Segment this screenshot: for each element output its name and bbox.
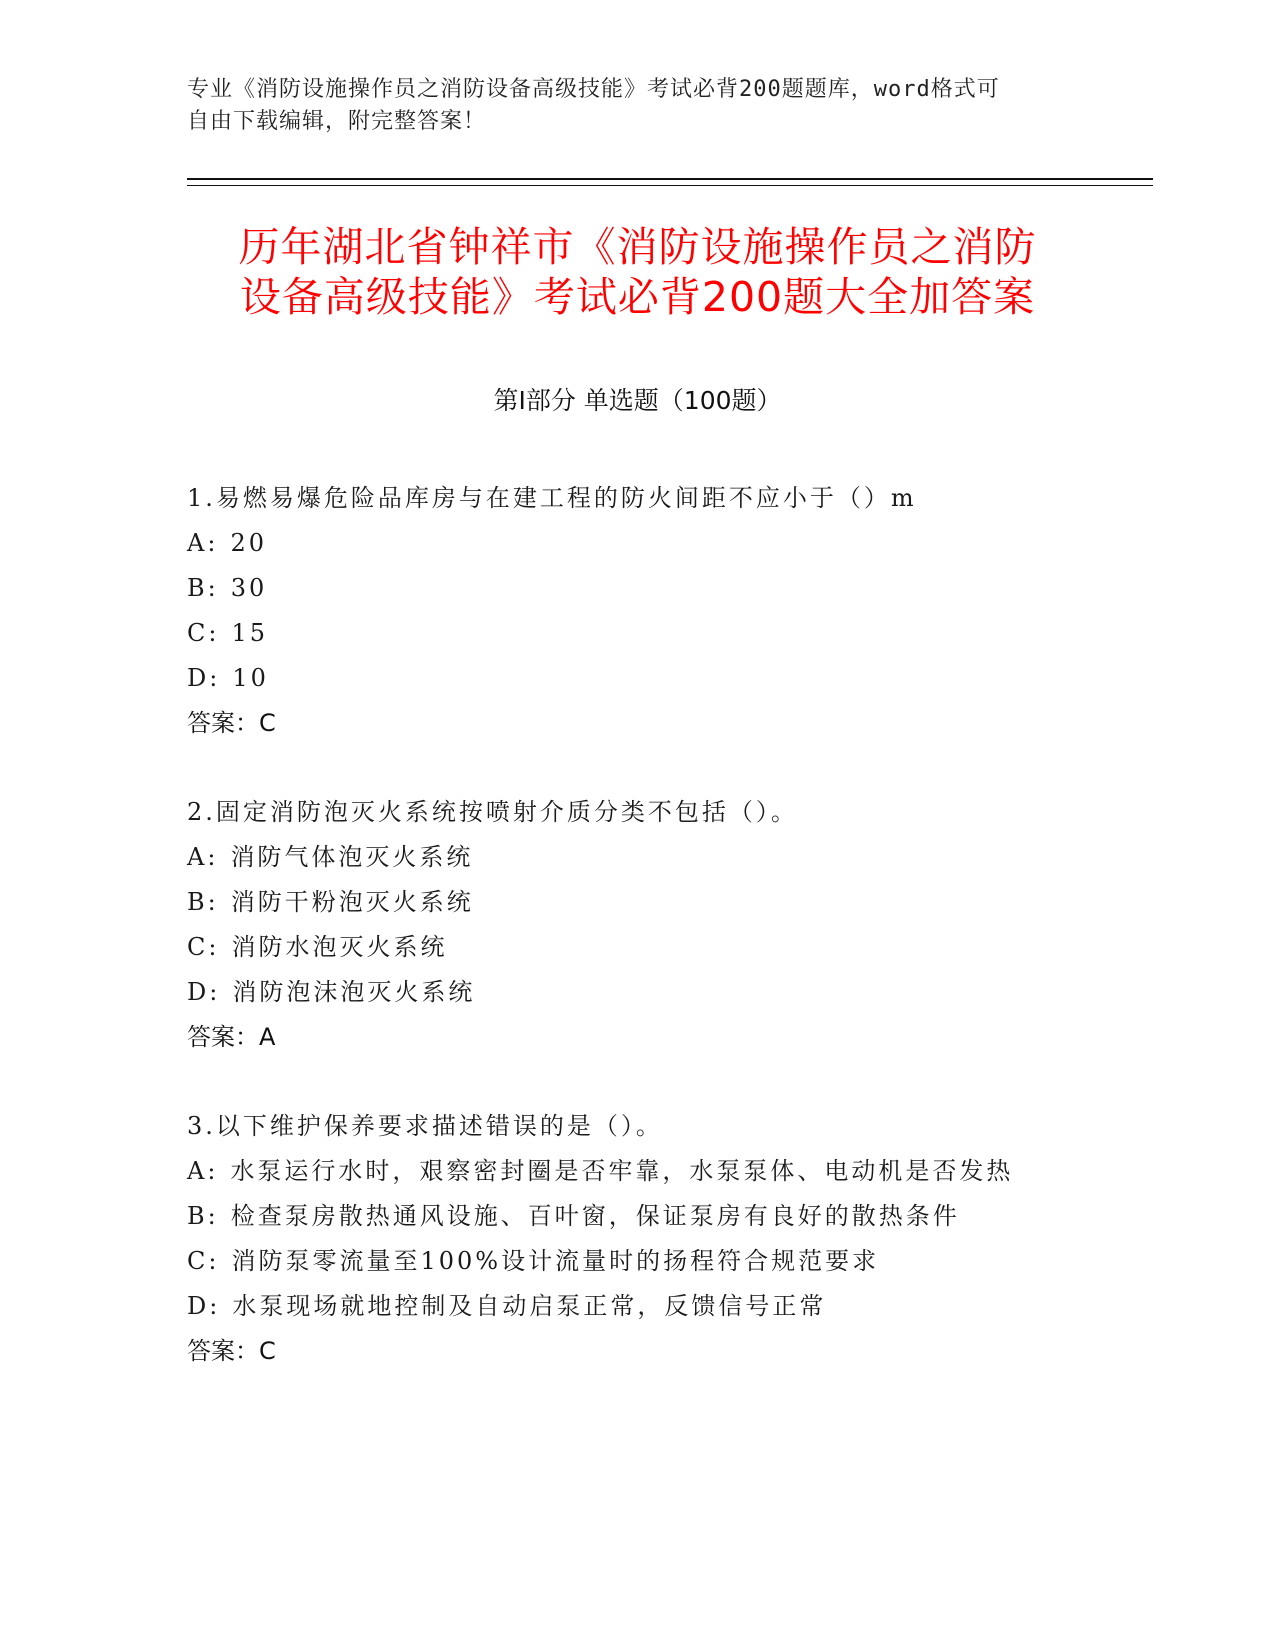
option-separator: : [209,664,221,692]
option-a [187,835,1147,880]
option-text: 检查泵房散热通风设施、百叶窗，保证泵房有良好的散热条件 [230,1202,960,1230]
question-2 [187,790,1147,1060]
section-heading: 第Ⅰ部分 单选题（100题） [493,386,782,415]
option-text: 30 [230,574,268,602]
answer-line: 答案：C [187,1337,276,1365]
option-text: 消防干粉泡灭火系统 [230,888,474,916]
question-3 [187,1104,1147,1374]
option-b [187,566,1147,611]
option-separator: : [207,1157,219,1185]
option-separator: : [207,529,219,557]
option-text: 20 [230,529,267,557]
option-d [187,1284,1147,1329]
option-letter: B [187,888,208,916]
answer-line: 答案：C [187,709,276,737]
option-c [187,1239,1147,1284]
intro-line-1: 专业《消防设施操作员之消防设备高级技能》考试必背200题题库，word格式可 [187,77,1000,102]
option-separator: : [209,978,221,1006]
option-separator: : [209,1292,221,1320]
question-1 [187,476,1147,746]
option-letter: D [187,978,210,1006]
option-letter: C [187,1247,209,1275]
option-a [187,521,1147,566]
option-separator: : [208,933,220,961]
question-stem: 3.以下维护保养要求描述错误的是（）。 [187,1112,663,1140]
option-letter: B [187,1202,208,1230]
option-text: 水泵运行水时，艰察密封圈是否牢靠，水泵泵体、电动机是否发热 [230,1157,1014,1185]
header-rule-thick [187,178,1153,180]
option-b [187,880,1147,925]
option-text: 消防泵零流量至100%设计流量时的扬程符合规范要求 [231,1247,880,1275]
title-line-1: 历年湖北省钟祥市《消防设施操作员之消防 [238,223,1037,271]
option-text: 10 [232,664,269,692]
title-line-2: 设备高级技能》考试必背200题大全加答案 [239,273,1036,321]
option-d [187,656,1147,701]
option-d [187,970,1147,1015]
option-a [187,1149,1147,1194]
question-stem: 2.固定消防泡灭火系统按喷射介质分类不包括（）。 [187,798,798,826]
option-separator: : [207,1202,219,1230]
option-c [187,611,1147,656]
option-separator: : [207,888,219,916]
option-letter: A [187,1157,208,1185]
option-separator: : [208,1247,220,1275]
option-text: 消防气体泡灭火系统 [230,843,474,871]
intro-line-2: 自由下载编辑，附完整答案！ [187,109,487,134]
option-letter: A [187,843,208,871]
option-letter: B [187,574,208,602]
option-text: 15 [231,619,269,647]
answer-line: 答案：A [187,1023,276,1051]
option-separator: : [208,619,220,647]
option-c [187,925,1147,970]
header-rule-thin [187,185,1153,186]
question-list [187,476,1147,1418]
option-b [187,1194,1147,1239]
option-letter: D [187,664,210,692]
option-letter: C [187,619,209,647]
option-text: 消防水泡灭火系统 [231,933,448,961]
question-stem: 1.易燃易爆危险品库房与在建工程的防火间距不应小于（）m [187,484,917,512]
option-letter: D [187,1292,210,1320]
option-letter: A [187,529,208,557]
option-separator: : [207,843,219,871]
option-letter: C [187,933,209,961]
intro-text [187,74,1067,138]
document-title [150,222,1125,322]
option-text: 水泵现场就地控制及自动启泵正常，反馈信号正常 [232,1292,827,1320]
option-separator: : [207,574,219,602]
option-text: 消防泡沫泡灭火系统 [232,978,476,1006]
